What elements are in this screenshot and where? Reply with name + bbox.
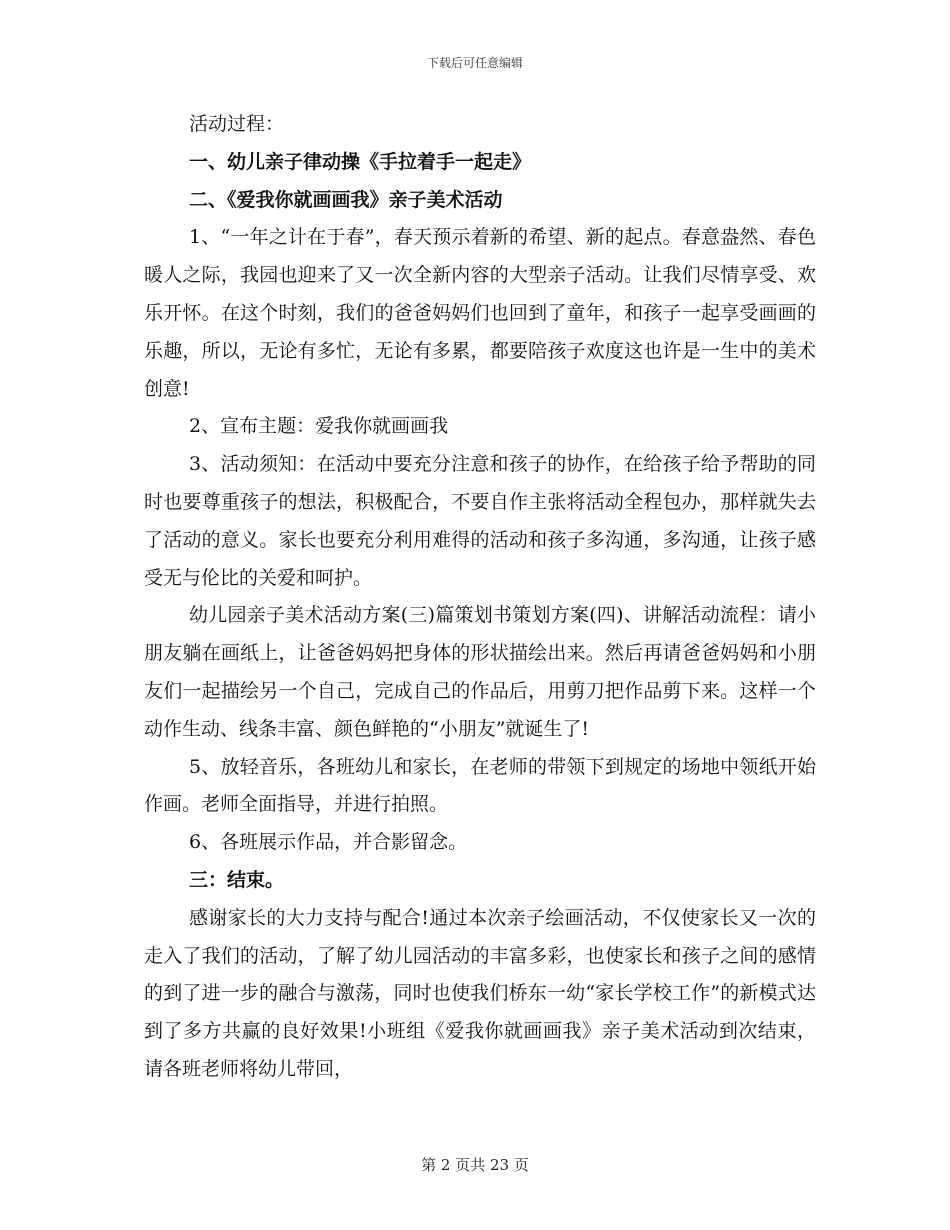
- paragraph-process-label: 活动过程：: [189, 113, 285, 135]
- heading-section-2: 二、《爱我你就画画我》亲子美术活动: [189, 188, 503, 211]
- paragraph-closing: 感谢家长的大力支持与配合!通过本次亲子绘画活动，不仅使家长又一次的走入了我们的活动，了解了幼儿园活动的丰富多彩，也使家长和孩子之间的感情的到了进一步的融合与激荡，同时也使我们桥东一幼“家长学校工作”的新模式达到了多方共赢的良好效果!小班组《爱我你就画画我》亲子美术活动到次结束，请各班老师将幼儿带回，: [144, 906, 816, 1080]
- paragraph-item-6: 6、各班展示作品，并合影留念。: [189, 831, 468, 854]
- page-number: 第 2 页共 23 页: [421, 1156, 529, 1174]
- document-body: [144, 106, 816, 1089]
- page-header: 下载后可任意编辑: [426, 56, 523, 70]
- paragraph-item-4: 幼儿园亲子美术活动方案(三)篇策划书策划方案(四)、讲解活动流程：请小朋友躺在画纸上，让爸爸妈妈把身体的形状描绘出来。然后再请爸爸妈妈和小朋友们一起描绘另一个自己，完成自己的作品后，用剪刀把作品剪下来。这样一个动作生动、线条丰富、颜色鲜艳的“小朋友”就诞生了!: [144, 604, 816, 740]
- paragraph-item-3: 3、活动须知：在活动中要充分注意和孩子的协作，在给孩子给予帮助的同时也要尊重孩子的想法，积极配合，不要自作主张将活动全程包办，那样就失去了活动的意义。家长也要充分利用难得的活动和孩子多沟通，多沟通，让孩子感受无与伦比的关爱和呵护。: [144, 453, 816, 589]
- paragraph-item-1: 1、“一年之计在于春”，春天预示着新的希望、新的起点。春意盎然、春色暖人之际，我园也迎来了又一次全新内容的大型亲子活动。让我们尽情享受、欢乐开怀。在这个时刻，我们的爸爸妈妈们也回到了童年，和孩子一起享受画画的乐趣，所以，无论有多忙，无论有多累，都要陪孩子欢度这也许是一生中的美术创意!: [144, 226, 816, 400]
- paragraph-item-5: 5、放轻音乐，各班幼儿和家长，在老师的带领下到规定的场地中领纸开始作画。老师全面指导，并进行拍照。: [144, 755, 816, 816]
- heading-section-3: 三：结束。: [189, 868, 285, 891]
- heading-section-1: 一、幼儿亲子律动操《手拉着手一起走》: [189, 150, 532, 173]
- paragraph-item-2: 2、宣布主题：爱我你就画画我: [189, 415, 449, 438]
